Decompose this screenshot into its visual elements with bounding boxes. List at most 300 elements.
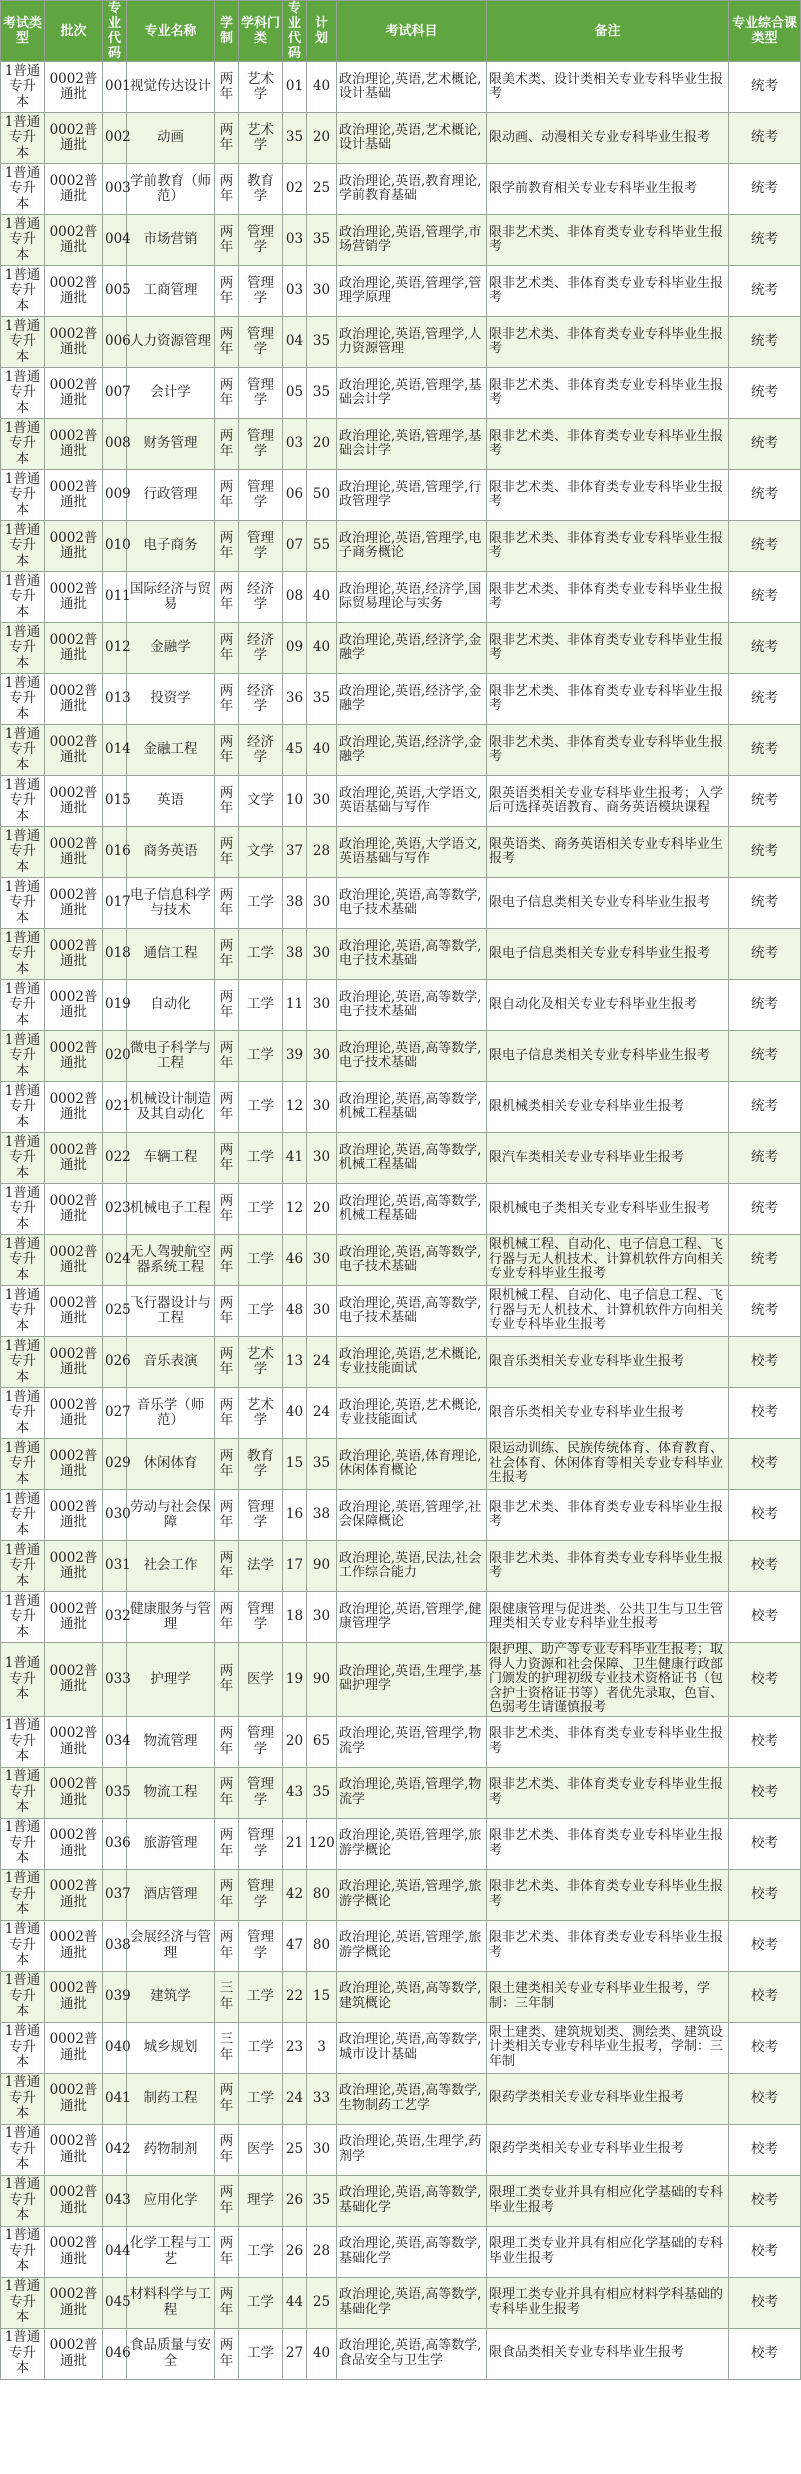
- course-type-cell: 统考: [729, 164, 801, 215]
- major-code-cell: 002: [103, 113, 127, 164]
- course-type-cell: 统考: [729, 266, 801, 317]
- major-code-cell: 027: [103, 1388, 127, 1439]
- course-type-cell: 统考: [729, 521, 801, 572]
- exam-subjects-cell: 政治理论,英语,管理学,旅游学概论: [337, 1920, 487, 1971]
- discipline-code-cell: 38: [283, 929, 307, 980]
- remarks-cell: 限英语类相关专业专科毕业生报考；入学后可选择英语教育、商务英语模块课程: [487, 776, 729, 827]
- table-row: [1, 62, 801, 113]
- plan-cell: 20: [307, 419, 337, 470]
- discipline-code-cell: 48: [283, 1286, 307, 1337]
- discipline-cell: 工学: [239, 1235, 283, 1286]
- exam-type-cell: 1普通专升本: [1, 215, 45, 266]
- duration-cell: 两年: [215, 1643, 239, 1717]
- duration-cell: 两年: [215, 1439, 239, 1490]
- discipline-cell: 教育学: [239, 164, 283, 215]
- duration-cell: 两年: [215, 164, 239, 215]
- batch-cell: 0002普通批: [45, 317, 103, 368]
- batch-cell: 0002普通批: [45, 1592, 103, 1643]
- plan-cell: 35: [307, 674, 337, 725]
- major-name-cell: 制药工程: [127, 2073, 215, 2124]
- remarks-cell: 限非艺术类、非体育类专业专科毕业生报考: [487, 521, 729, 572]
- exam-subjects-cell: 政治理论,英语,高等数学,电子技术基础: [337, 980, 487, 1031]
- exam-subjects-cell: 政治理论,英语,管理学,基础会计学: [337, 368, 487, 419]
- batch-cell: 0002普通批: [45, 1439, 103, 1490]
- major-code-cell: 046: [103, 2328, 127, 2379]
- major-code-cell: 036: [103, 1818, 127, 1869]
- plan-cell: 50: [307, 470, 337, 521]
- major-name-cell: 酒店管理: [127, 1869, 215, 1920]
- exam-type-cell: 1普通专升本: [1, 2124, 45, 2175]
- course-type-cell: 统考: [729, 317, 801, 368]
- table-row: [1, 113, 801, 164]
- table-row: [1, 2226, 801, 2277]
- exam-type-cell: 1普通专升本: [1, 2226, 45, 2277]
- duration-cell: 两年: [215, 929, 239, 980]
- exam-type-cell: 1普通专升本: [1, 1133, 45, 1184]
- table-row: [1, 1592, 801, 1643]
- exam-subjects-cell: 政治理论,英语,经济学,金融学: [337, 623, 487, 674]
- course-type-cell: 校考: [729, 1869, 801, 1920]
- duration-cell: 两年: [215, 1388, 239, 1439]
- exam-type-cell: 1普通专升本: [1, 1439, 45, 1490]
- table-row: [1, 1286, 801, 1337]
- course-type-cell: 统考: [729, 1133, 801, 1184]
- discipline-code-cell: 37: [283, 827, 307, 878]
- major-name-cell: 视觉传达设计: [127, 62, 215, 113]
- batch-cell: 0002普通批: [45, 1541, 103, 1592]
- duration-cell: 两年: [215, 1869, 239, 1920]
- major-code-cell: 038: [103, 1920, 127, 1971]
- batch-cell: 0002普通批: [45, 368, 103, 419]
- duration-cell: 两年: [215, 1082, 239, 1133]
- major-name-cell: 音乐学（师范）: [127, 1388, 215, 1439]
- exam-type-cell: 1普通专升本: [1, 470, 45, 521]
- major-code-cell: 029: [103, 1439, 127, 1490]
- exam-type-cell: 1普通专升本: [1, 2328, 45, 2379]
- major-code-cell: 017: [103, 878, 127, 929]
- exam-subjects-cell: 政治理论,英语,管理学,物流学: [337, 1767, 487, 1818]
- table-row: [1, 521, 801, 572]
- header-major-code-2: 专业代码: [283, 1, 307, 62]
- discipline-cell: 工学: [239, 1133, 283, 1184]
- table-row: [1, 1388, 801, 1439]
- exam-type-cell: 1普通专升本: [1, 1184, 45, 1235]
- header-exam-subjects: 考试科目: [337, 1, 487, 62]
- remarks-cell: 限音乐类相关专业专科毕业生报考: [487, 1337, 729, 1388]
- discipline-code-cell: 25: [283, 2124, 307, 2175]
- exam-type-cell: 1普通专升本: [1, 1716, 45, 1767]
- duration-cell: 三年: [215, 1971, 239, 2022]
- major-name-cell: 微电子科学与工程: [127, 1031, 215, 1082]
- plan-cell: 80: [307, 1869, 337, 1920]
- major-code-cell: 010: [103, 521, 127, 572]
- plan-cell: 65: [307, 1716, 337, 1767]
- major-name-cell: 物流管理: [127, 1716, 215, 1767]
- major-code-cell: 035: [103, 1767, 127, 1818]
- major-name-cell: 机械设计制造及其自动化: [127, 1082, 215, 1133]
- discipline-cell: 艺术学: [239, 113, 283, 164]
- major-code-cell: 023: [103, 1184, 127, 1235]
- duration-cell: 两年: [215, 521, 239, 572]
- table-row: [1, 1541, 801, 1592]
- major-code-cell: 045: [103, 2277, 127, 2328]
- major-code-cell: 005: [103, 266, 127, 317]
- duration-cell: 三年: [215, 2022, 239, 2073]
- table-row: [1, 2277, 801, 2328]
- remarks-cell: 限电子信息类相关专业专科毕业生报考: [487, 1031, 729, 1082]
- header-remarks: 备注: [487, 1, 729, 62]
- remarks-cell: 限机械电子类相关专业专科毕业生报考: [487, 1184, 729, 1235]
- plan-cell: 30: [307, 878, 337, 929]
- batch-cell: 0002普通批: [45, 572, 103, 623]
- discipline-cell: 管理学: [239, 1592, 283, 1643]
- exam-type-cell: 1普通专升本: [1, 1337, 45, 1388]
- table-row: [1, 215, 801, 266]
- discipline-cell: 管理学: [239, 1767, 283, 1818]
- duration-cell: 两年: [215, 572, 239, 623]
- plan-cell: 90: [307, 1541, 337, 1592]
- header-batch: 批次: [45, 1, 103, 62]
- remarks-cell: 限自动化及相关专业专科毕业生报考: [487, 980, 729, 1031]
- course-type-cell: 统考: [729, 419, 801, 470]
- remarks-cell: 限理工类专业并具有相应材料学科基础的专科毕业生报考: [487, 2277, 729, 2328]
- table-row: [1, 572, 801, 623]
- table-row: [1, 725, 801, 776]
- discipline-code-cell: 26: [283, 2175, 307, 2226]
- discipline-cell: 工学: [239, 2328, 283, 2379]
- exam-subjects-cell: 政治理论,英语,高等数学,城市设计基础: [337, 2022, 487, 2073]
- batch-cell: 0002普通批: [45, 1767, 103, 1818]
- remarks-cell: 限非艺术类、非体育类专业专科毕业生报考: [487, 368, 729, 419]
- discipline-cell: 经济学: [239, 674, 283, 725]
- exam-type-cell: 1普通专升本: [1, 113, 45, 164]
- discipline-code-cell: 22: [283, 1971, 307, 2022]
- duration-cell: 两年: [215, 215, 239, 266]
- batch-cell: 0002普通批: [45, 878, 103, 929]
- plan-cell: 30: [307, 1235, 337, 1286]
- table-row: [1, 1184, 801, 1235]
- exam-type-cell: 1普通专升本: [1, 1235, 45, 1286]
- exam-type-cell: 1普通专升本: [1, 878, 45, 929]
- plan-cell: 33: [307, 2073, 337, 2124]
- major-code-cell: 042: [103, 2124, 127, 2175]
- remarks-cell: 限运动训练、民族传统体育、体育教育、社会体育、休闲体育等相关专业专科毕业生报考: [487, 1439, 729, 1490]
- batch-cell: 0002普通批: [45, 2175, 103, 2226]
- major-code-cell: 009: [103, 470, 127, 521]
- plan-cell: 40: [307, 2328, 337, 2379]
- discipline-code-cell: 07: [283, 521, 307, 572]
- major-name-cell: 物流工程: [127, 1767, 215, 1818]
- exam-type-cell: 1普通专升本: [1, 1971, 45, 2022]
- table-row: [1, 470, 801, 521]
- exam-type-cell: 1普通专升本: [1, 2073, 45, 2124]
- remarks-cell: 限理工类专业并具有相应化学基础的专科毕业生报考: [487, 2175, 729, 2226]
- exam-type-cell: 1普通专升本: [1, 62, 45, 113]
- exam-subjects-cell: 政治理论,英语,管理学,人力资源管理: [337, 317, 487, 368]
- major-name-cell: 国际经济与贸易: [127, 572, 215, 623]
- duration-cell: 两年: [215, 827, 239, 878]
- table-row: [1, 2022, 801, 2073]
- discipline-code-cell: 24: [283, 2073, 307, 2124]
- plan-cell: 30: [307, 1286, 337, 1337]
- course-type-cell: 统考: [729, 725, 801, 776]
- discipline-code-cell: 17: [283, 1541, 307, 1592]
- course-type-cell: 校考: [729, 2226, 801, 2277]
- exam-type-cell: 1普通专升本: [1, 2022, 45, 2073]
- major-name-cell: 会计学: [127, 368, 215, 419]
- exam-subjects-cell: 政治理论,英语,经济学,金融学: [337, 725, 487, 776]
- batch-cell: 0002普通批: [45, 1388, 103, 1439]
- exam-subjects-cell: 政治理论,英语,民法,社会工作综合能力: [337, 1541, 487, 1592]
- course-type-cell: 校考: [729, 2022, 801, 2073]
- remarks-cell: 限非艺术类、非体育类专业专科毕业生报考: [487, 1716, 729, 1767]
- discipline-code-cell: 39: [283, 1031, 307, 1082]
- discipline-code-cell: 04: [283, 317, 307, 368]
- discipline-code-cell: 05: [283, 368, 307, 419]
- course-type-cell: 统考: [729, 1235, 801, 1286]
- exam-type-cell: 1普通专升本: [1, 1869, 45, 1920]
- remarks-cell: 限药学类相关专业专科毕业生报考: [487, 2073, 729, 2124]
- header-duration: 学制: [215, 1, 239, 62]
- major-code-cell: 025: [103, 1286, 127, 1337]
- major-name-cell: 行政管理: [127, 470, 215, 521]
- remarks-cell: 限食品类相关专业专科毕业生报考: [487, 2328, 729, 2379]
- exam-type-cell: 1普通专升本: [1, 827, 45, 878]
- discipline-cell: 工学: [239, 1082, 283, 1133]
- duration-cell: 两年: [215, 980, 239, 1031]
- course-type-cell: 校考: [729, 1716, 801, 1767]
- remarks-cell: 限非艺术类、非体育类专业专科毕业生报考: [487, 317, 729, 368]
- major-name-cell: 人力资源管理: [127, 317, 215, 368]
- exam-subjects-cell: 政治理论,英语,高等数学,电子技术基础: [337, 878, 487, 929]
- discipline-cell: 工学: [239, 1031, 283, 1082]
- discipline-cell: 工学: [239, 1971, 283, 2022]
- plan-cell: 24: [307, 1388, 337, 1439]
- course-type-cell: 统考: [729, 470, 801, 521]
- course-type-cell: 校考: [729, 2277, 801, 2328]
- table-row: [1, 1767, 801, 1818]
- discipline-cell: 理学: [239, 2175, 283, 2226]
- major-code-cell: 039: [103, 1971, 127, 2022]
- course-type-cell: 校考: [729, 1388, 801, 1439]
- plan-cell: 20: [307, 1184, 337, 1235]
- major-name-cell: 社会工作: [127, 1541, 215, 1592]
- major-code-cell: 006: [103, 317, 127, 368]
- discipline-cell: 艺术学: [239, 1388, 283, 1439]
- discipline-cell: 工学: [239, 2277, 283, 2328]
- exam-subjects-cell: 政治理论,英语,高等数学,食品安全与卫生学: [337, 2328, 487, 2379]
- exam-subjects-cell: 政治理论,英语,高等数学,生物制药工艺学: [337, 2073, 487, 2124]
- exam-subjects-cell: 政治理论,英语,高等数学,基础化学: [337, 2277, 487, 2328]
- discipline-cell: 管理学: [239, 419, 283, 470]
- major-name-cell: 动画: [127, 113, 215, 164]
- batch-cell: 0002普通批: [45, 2073, 103, 2124]
- major-name-cell: 机械电子工程: [127, 1184, 215, 1235]
- remarks-cell: 限汽车类相关专业专科毕业生报考: [487, 1133, 729, 1184]
- remarks-cell: 限理工类专业并具有相应化学基础的专科毕业生报考: [487, 2226, 729, 2277]
- duration-cell: 两年: [215, 317, 239, 368]
- duration-cell: 两年: [215, 2226, 239, 2277]
- exam-type-cell: 1普通专升本: [1, 929, 45, 980]
- discipline-code-cell: 15: [283, 1439, 307, 1490]
- header-major-name: 专业名称: [127, 1, 215, 62]
- table-row: [1, 1031, 801, 1082]
- plan-cell: 35: [307, 1767, 337, 1818]
- exam-type-cell: 1普通专升本: [1, 1592, 45, 1643]
- duration-cell: 两年: [215, 1184, 239, 1235]
- major-name-cell: 通信工程: [127, 929, 215, 980]
- discipline-code-cell: 06: [283, 470, 307, 521]
- table-row: [1, 1643, 801, 1717]
- course-type-cell: 统考: [729, 776, 801, 827]
- major-code-cell: 003: [103, 164, 127, 215]
- exam-type-cell: 1普通专升本: [1, 1541, 45, 1592]
- major-code-cell: 031: [103, 1541, 127, 1592]
- discipline-code-cell: 10: [283, 776, 307, 827]
- discipline-cell: 管理学: [239, 521, 283, 572]
- discipline-cell: 管理学: [239, 317, 283, 368]
- major-name-cell: 金融学: [127, 623, 215, 674]
- table-row: [1, 1235, 801, 1286]
- discipline-code-cell: 36: [283, 674, 307, 725]
- discipline-cell: 工学: [239, 878, 283, 929]
- plan-cell: 3: [307, 2022, 337, 2073]
- plan-cell: 15: [307, 1971, 337, 2022]
- major-code-cell: 015: [103, 776, 127, 827]
- table-row: [1, 1818, 801, 1869]
- batch-cell: 0002普通批: [45, 215, 103, 266]
- course-type-cell: 统考: [729, 1286, 801, 1337]
- batch-cell: 0002普通批: [45, 1286, 103, 1337]
- exam-type-cell: 1普通专升本: [1, 1490, 45, 1541]
- batch-cell: 0002普通批: [45, 1031, 103, 1082]
- exam-subjects-cell: 政治理论,英语,管理学,电子商务概论: [337, 521, 487, 572]
- major-code-cell: 018: [103, 929, 127, 980]
- table-row: [1, 1490, 801, 1541]
- duration-cell: 两年: [215, 2073, 239, 2124]
- plan-cell: 25: [307, 164, 337, 215]
- discipline-code-cell: 38: [283, 878, 307, 929]
- major-code-cell: 020: [103, 1031, 127, 1082]
- exam-type-cell: 1普通专升本: [1, 1286, 45, 1337]
- plan-cell: 40: [307, 572, 337, 623]
- major-name-cell: 自动化: [127, 980, 215, 1031]
- batch-cell: 0002普通批: [45, 164, 103, 215]
- plan-cell: 30: [307, 1082, 337, 1133]
- table-row: [1, 623, 801, 674]
- discipline-code-cell: 12: [283, 1082, 307, 1133]
- course-type-cell: 校考: [729, 1643, 801, 1717]
- table-row: [1, 317, 801, 368]
- discipline-cell: 管理学: [239, 215, 283, 266]
- discipline-code-cell: 02: [283, 164, 307, 215]
- major-name-cell: 英语: [127, 776, 215, 827]
- batch-cell: 0002普通批: [45, 827, 103, 878]
- remarks-cell: 限非艺术类、非体育类专业专科毕业生报考: [487, 725, 729, 776]
- duration-cell: 两年: [215, 419, 239, 470]
- course-type-cell: 校考: [729, 1490, 801, 1541]
- discipline-code-cell: 19: [283, 1643, 307, 1717]
- remarks-cell: 限土建类相关专业专科毕业生报考，学制：三年制: [487, 1971, 729, 2022]
- exam-subjects-cell: 政治理论,英语,艺术概论,设计基础: [337, 62, 487, 113]
- duration-cell: 两年: [215, 1031, 239, 1082]
- exam-type-cell: 1普通专升本: [1, 980, 45, 1031]
- exam-type-cell: 1普通专升本: [1, 1643, 45, 1717]
- major-name-cell: 投资学: [127, 674, 215, 725]
- major-code-cell: 011: [103, 572, 127, 623]
- discipline-code-cell: 23: [283, 2022, 307, 2073]
- exam-type-cell: 1普通专升本: [1, 368, 45, 419]
- remarks-cell: 限护理、助产等专业专科毕业生报考；取得人力资源和社会保障、卫生健康行政部门颁发的护理初级专业技术资格证书（包含护士资格证书等）者优先录取，色盲、色弱考生请谨慎报考: [487, 1643, 729, 1717]
- remarks-cell: 限非艺术类、非体育类专业专科毕业生报考: [487, 1490, 729, 1541]
- duration-cell: 两年: [215, 1133, 239, 1184]
- discipline-code-cell: 16: [283, 1490, 307, 1541]
- exam-subjects-cell: 政治理论,英语,管理学,健康管理学: [337, 1592, 487, 1643]
- discipline-cell: 工学: [239, 2022, 283, 2073]
- exam-subjects-cell: 政治理论,英语,体育理论,休闲体育概论: [337, 1439, 487, 1490]
- discipline-cell: 工学: [239, 2226, 283, 2277]
- course-type-cell: 校考: [729, 1337, 801, 1388]
- plan-cell: 35: [307, 1439, 337, 1490]
- exam-type-cell: 1普通专升本: [1, 572, 45, 623]
- remarks-cell: 限非艺术类、非体育类专业专科毕业生报考: [487, 1869, 729, 1920]
- exam-subjects-cell: 政治理论,英语,管理学,旅游学概论: [337, 1869, 487, 1920]
- table-row: [1, 929, 801, 980]
- exam-type-cell: 1普通专升本: [1, 164, 45, 215]
- discipline-cell: 艺术学: [239, 62, 283, 113]
- remarks-cell: 限非艺术类、非体育类专业专科毕业生报考: [487, 470, 729, 521]
- discipline-code-cell: 01: [283, 62, 307, 113]
- exam-subjects-cell: 政治理论,英语,高等数学,建筑概论: [337, 1971, 487, 2022]
- course-type-cell: 统考: [729, 980, 801, 1031]
- plan-cell: 80: [307, 1920, 337, 1971]
- course-type-cell: 统考: [729, 368, 801, 419]
- major-name-cell: 旅游管理: [127, 1818, 215, 1869]
- exam-type-cell: 1普通专升本: [1, 1388, 45, 1439]
- exam-subjects-cell: 政治理论,英语,艺术概论,设计基础: [337, 113, 487, 164]
- table-row: [1, 1971, 801, 2022]
- table-row: [1, 2073, 801, 2124]
- exam-subjects-cell: 政治理论,英语,高等数学,机械工程基础: [337, 1082, 487, 1133]
- major-name-cell: 无人驾驶航空器系统工程: [127, 1235, 215, 1286]
- major-name-cell: 金融工程: [127, 725, 215, 776]
- remarks-cell: 限机械工程、自动化、电子信息工程、飞行器与无人机技术、计算机软件方向相关专业专科毕业生报考: [487, 1235, 729, 1286]
- table-row: [1, 419, 801, 470]
- exam-type-cell: 1普通专升本: [1, 776, 45, 827]
- duration-cell: 两年: [215, 470, 239, 521]
- discipline-cell: 艺术学: [239, 1337, 283, 1388]
- discipline-code-cell: 27: [283, 2328, 307, 2379]
- duration-cell: 两年: [215, 623, 239, 674]
- exam-type-cell: 1普通专升本: [1, 266, 45, 317]
- major-code-cell: 008: [103, 419, 127, 470]
- major-name-cell: 财务管理: [127, 419, 215, 470]
- table-row: [1, 674, 801, 725]
- discipline-code-cell: 12: [283, 1184, 307, 1235]
- plan-cell: 25: [307, 2277, 337, 2328]
- batch-cell: 0002普通批: [45, 2277, 103, 2328]
- discipline-cell: 医学: [239, 2124, 283, 2175]
- exam-type-cell: 1普通专升本: [1, 2175, 45, 2226]
- course-type-cell: 统考: [729, 674, 801, 725]
- major-name-cell: 休闲体育: [127, 1439, 215, 1490]
- major-name-cell: 市场营销: [127, 215, 215, 266]
- remarks-cell: 限非艺术类、非体育类专业专科毕业生报考: [487, 623, 729, 674]
- exam-subjects-cell: 政治理论,英语,高等数学,基础化学: [337, 2226, 487, 2277]
- batch-cell: 0002普通批: [45, 980, 103, 1031]
- remarks-cell: 限非艺术类、非体育类专业专科毕业生报考: [487, 1818, 729, 1869]
- table-row: [1, 2175, 801, 2226]
